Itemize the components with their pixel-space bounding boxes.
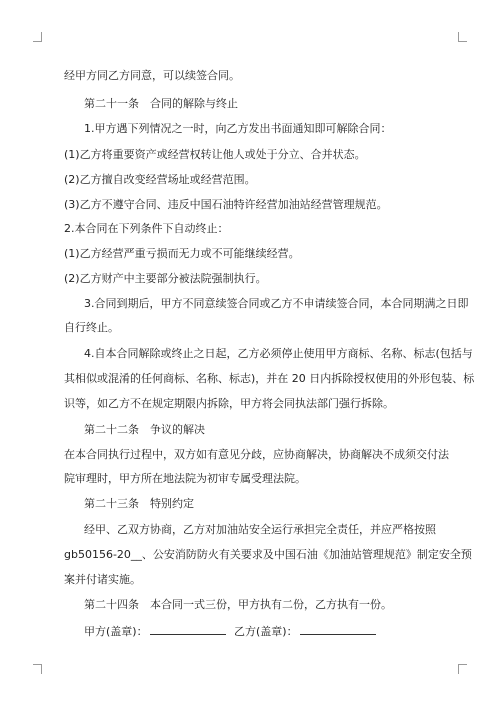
paragraph-line: 2.本合同在下列条件下自动终止： xyxy=(64,222,229,235)
paragraph-line: (3)乙方不遵守合同、违反中国石油特许经营加油站经营管理规范。 xyxy=(64,198,388,211)
paragraph-line: 在本合同执行过程中，双方如有意见分歧，应协商解决，协商解决不成须交付法 xyxy=(64,448,449,461)
paragraph-line: 经甲方同乙方同意，可以续签合同。 xyxy=(64,69,240,82)
signature-party-b xyxy=(234,624,376,639)
paragraph-line: (1)乙方经营严重亏损而无力或不可能继续经营。 xyxy=(64,247,300,260)
signature-party-a xyxy=(84,624,226,639)
article-24-heading: 第二十四条 本合同一式三份，甲方执有二份，乙方执有一份。 xyxy=(84,598,392,611)
paragraph-line: 4.自本合同解除或终止之日起，乙方必须停止使用甲方商标、名称、标志(包括与 xyxy=(84,347,473,360)
crop-mark-top-left xyxy=(33,32,42,42)
party-b-label: 乙方(盖章)： xyxy=(234,625,298,638)
article-21-heading: 第二十一条 合同的解除与终止 xyxy=(84,97,238,110)
paragraph-line: (2)乙方擅自改变经营场址或经营范围。 xyxy=(64,173,256,186)
paragraph-line: 自行终止。 xyxy=(64,321,119,334)
paragraph-line: 经甲、乙双方协商，乙方对加油站安全运行承担完全责任，并应严格按照 xyxy=(84,523,436,536)
paragraph-line: gb50156-20__、公安消防防火有关要求及中国石油《加油站管理规范》制定安全预 xyxy=(64,548,472,561)
article-22-heading: 第二十二条 争议的解决 xyxy=(84,423,205,436)
crop-mark-bottom-left xyxy=(33,664,42,674)
party-a-label: 甲方(盖章)： xyxy=(84,625,148,638)
paragraph-line: 院审理时，甲方所在地法院为初审专属受理法院。 xyxy=(64,472,306,485)
crop-mark-top-right xyxy=(458,32,467,42)
paragraph-line: 3.合同到期后，甲方不同意续签合同或乙方不申请续签合同，本合同期满之日即 xyxy=(84,297,469,310)
paragraph-line: (1)乙方将重要资产或经营权转让他人或处于分立、合并状态。 xyxy=(64,148,366,161)
paragraph-line: 识等，如乙方不在规定期限内拆除，甲方将会同执法部门强行拆除。 xyxy=(64,397,394,410)
paragraph-line: 案并付诸实施。 xyxy=(64,573,141,586)
paragraph-line: 其相似或混淆的任何商标、名称、标志)，并在 20 日内拆除授权使用的外形包装、标 xyxy=(64,372,475,385)
article-23-heading: 第二十三条 特别约定 xyxy=(84,497,194,510)
paragraph-line: (2)乙方财产中主要部分被法院强制执行。 xyxy=(64,272,267,285)
crop-mark-bottom-right xyxy=(458,664,467,674)
paragraph-line: 1.甲方遇下列情况之一时，向乙方发出书面通知即可解除合同： xyxy=(84,122,392,135)
party-a-signature-blank xyxy=(150,624,226,635)
party-b-signature-blank xyxy=(300,624,376,635)
